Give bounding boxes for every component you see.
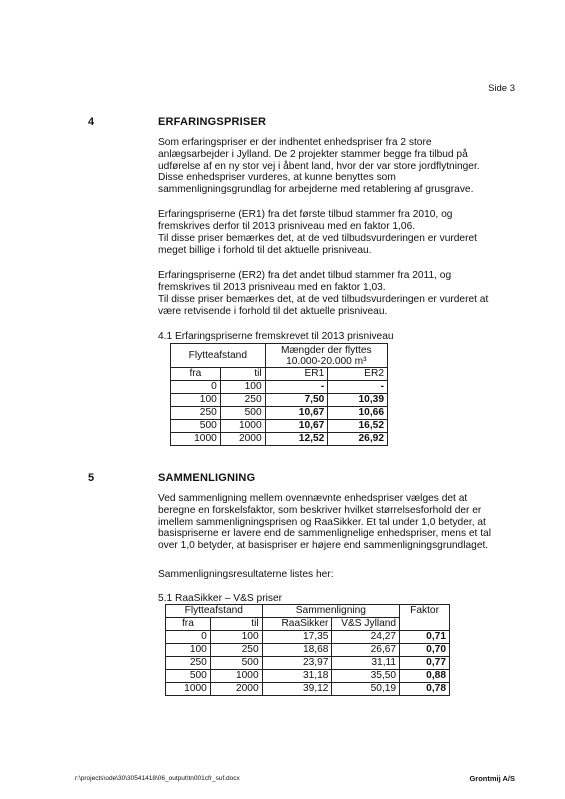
table-header-compare: Sammenligning <box>262 605 399 618</box>
cell-raasikker: 23,97 <box>262 657 332 670</box>
table-4-1 <box>170 343 388 446</box>
table-header-factor: Faktor <box>400 605 450 618</box>
cell-to: 1000 <box>210 670 262 683</box>
cell-to: 250 <box>220 394 265 407</box>
table-header-amount-line2: 10.000-20.000 m³ <box>286 355 367 367</box>
cell-vs-jylland: 26,67 <box>332 644 400 657</box>
section-4-paragraph-3a: Erfaringspriserne (ER2) fra det andet tilbud stammer fra 2011, og fremskrives til 2013 prisniveau med en faktor 1,03. <box>158 270 452 293</box>
cell-to: 2000 <box>210 683 262 696</box>
table-header-raasikker: RaaSikker <box>262 618 332 631</box>
cell-er2: 10,39 <box>328 394 388 407</box>
cell-er2: 16,52 <box>328 420 388 433</box>
section-4-number: 4 <box>88 116 95 128</box>
cell-factor: 0,71 <box>400 631 450 644</box>
cell-to: 2000 <box>220 433 265 446</box>
section-4-title: ERFARINGSPRISER <box>158 116 267 128</box>
table-row <box>171 381 388 394</box>
table-5-1 <box>165 604 450 696</box>
section-5-title: SAMMENLIGNING <box>158 472 256 484</box>
cell-raasikker: 17,35 <box>262 631 332 644</box>
cell-factor: 0,88 <box>400 670 450 683</box>
cell-to: 500 <box>220 407 265 420</box>
table-header-to: til <box>210 618 262 631</box>
cell-from: 250 <box>166 657 211 670</box>
page-number: Side 3 <box>488 83 515 94</box>
section-4-paragraph-2a: Erfaringspriserne (ER1) fra det første tilbud stammer fra 2010, og fremskrives derfor til 2013 prisniveau med en faktor 1,06. <box>158 209 453 232</box>
cell-er1: - <box>265 381 328 394</box>
section-4-paragraph-2b: Til disse priser bemærkes det, at de ved tilbudsvurderingen er vurderet meget billige i forhold til det aktuelle prisniveau. <box>158 233 477 256</box>
table-header-er1: ER1 <box>265 368 328 381</box>
cell-from: 250 <box>171 407 221 420</box>
table-row <box>171 394 388 407</box>
cell-from: 500 <box>166 670 211 683</box>
cell-vs-jylland: 35,50 <box>332 670 400 683</box>
table-header-from: fra <box>166 618 211 631</box>
table-row <box>166 670 450 683</box>
footer-company: Grontmij A/S <box>469 774 515 783</box>
table-row <box>166 631 450 644</box>
cell-er1: 10,67 <box>265 407 328 420</box>
section-5-paragraph-2: Sammenligningsresultaterne listes her: <box>158 569 334 580</box>
cell-from: 100 <box>171 394 221 407</box>
table-row <box>166 683 450 696</box>
table-header-from: fra <box>171 368 221 381</box>
table-row <box>171 407 388 420</box>
cell-er1: 12,52 <box>265 433 328 446</box>
table-header-vs-jylland: V&S Jylland <box>332 618 400 631</box>
cell-vs-jylland: 50,19 <box>332 683 400 696</box>
cell-from: 100 <box>166 644 211 657</box>
cell-from: 0 <box>171 381 221 394</box>
cell-vs-jylland: 24,27 <box>332 631 400 644</box>
cell-er2: - <box>328 381 388 394</box>
cell-er2: 26,92 <box>328 433 388 446</box>
cell-factor: 0,77 <box>400 657 450 670</box>
table-5-1-caption: 5.1 RaaSikker – V&S priser <box>158 593 283 604</box>
table-header-to: til <box>220 368 265 381</box>
section-5-number: 5 <box>88 472 95 484</box>
table-row <box>166 657 450 670</box>
cell-raasikker: 39,12 <box>262 683 332 696</box>
cell-from: 1000 <box>166 683 211 696</box>
table-header-er2: ER2 <box>328 368 388 381</box>
cell-vs-jylland: 31,11 <box>332 657 400 670</box>
table-header-factor-blank <box>400 618 450 631</box>
section-5-paragraph-1: Ved sammenligning mellem ovennævnte enhedspriser vælges det at beregne en forskelsfaktor, som beskriver hvilket størrelsesforhold der er imellem sammenligningsprisen og RaaSikker. Et tal under 1,0 betyder, at basispriserne er lavere end de sammenlignelige enhedspriser, mens et tal over 1,0 betyder, at basispriser er højere end sammenligningsgrundlaget. <box>158 493 491 552</box>
section-4-paragraph-3b: Til disse priser bemærkes det, at de ved tilbudsvurderingen er vurderet at være retvisende i forhold til det aktuelle prisniveau. <box>158 294 489 317</box>
cell-from: 500 <box>171 420 221 433</box>
cell-to: 500 <box>210 657 262 670</box>
table-header-amount-line1: Mængder der flyttes <box>281 344 372 356</box>
table-header-distance: Flytteafstand <box>166 605 263 618</box>
cell-to: 1000 <box>220 420 265 433</box>
cell-from: 1000 <box>171 433 221 446</box>
cell-raasikker: 31,18 <box>262 670 332 683</box>
cell-raasikker: 18,68 <box>262 644 332 657</box>
table-row <box>171 433 388 446</box>
cell-er1: 10,67 <box>265 420 328 433</box>
cell-to: 250 <box>210 644 262 657</box>
table-row <box>166 644 450 657</box>
cell-er1: 7,50 <box>265 394 328 407</box>
table-4-1-caption: 4.1 Erfaringspriserne fremskrevet til 2013 prisniveau <box>158 331 394 342</box>
table-header-amount <box>265 344 387 368</box>
cell-to: 100 <box>210 631 262 644</box>
cell-er2: 10,66 <box>328 407 388 420</box>
cell-from: 0 <box>166 631 211 644</box>
section-4-paragraph-1: Som erfaringspriser er der indhentet enhedspriser fra 2 store anlægsarbejder i Jylland. De 2 projekter stammer begge fra tilbud på udførelse af en ny stor vej i åbent land, hvor der var store jordflytninger. Disse enhedspriser vurderes, at kunne benyttes som sammenligningsgrundlag for arbejderne med retablering af grusgrave. <box>158 137 480 196</box>
table-header-distance: Flytteafstand <box>171 344 266 368</box>
cell-factor: 0,70 <box>400 644 450 657</box>
table-row <box>171 420 388 433</box>
footer-file-path: r:\projects\ode\30\30541418\06_output\tn001cfr_suf.docx <box>75 775 240 782</box>
cell-to: 100 <box>220 381 265 394</box>
cell-factor: 0,78 <box>400 683 450 696</box>
